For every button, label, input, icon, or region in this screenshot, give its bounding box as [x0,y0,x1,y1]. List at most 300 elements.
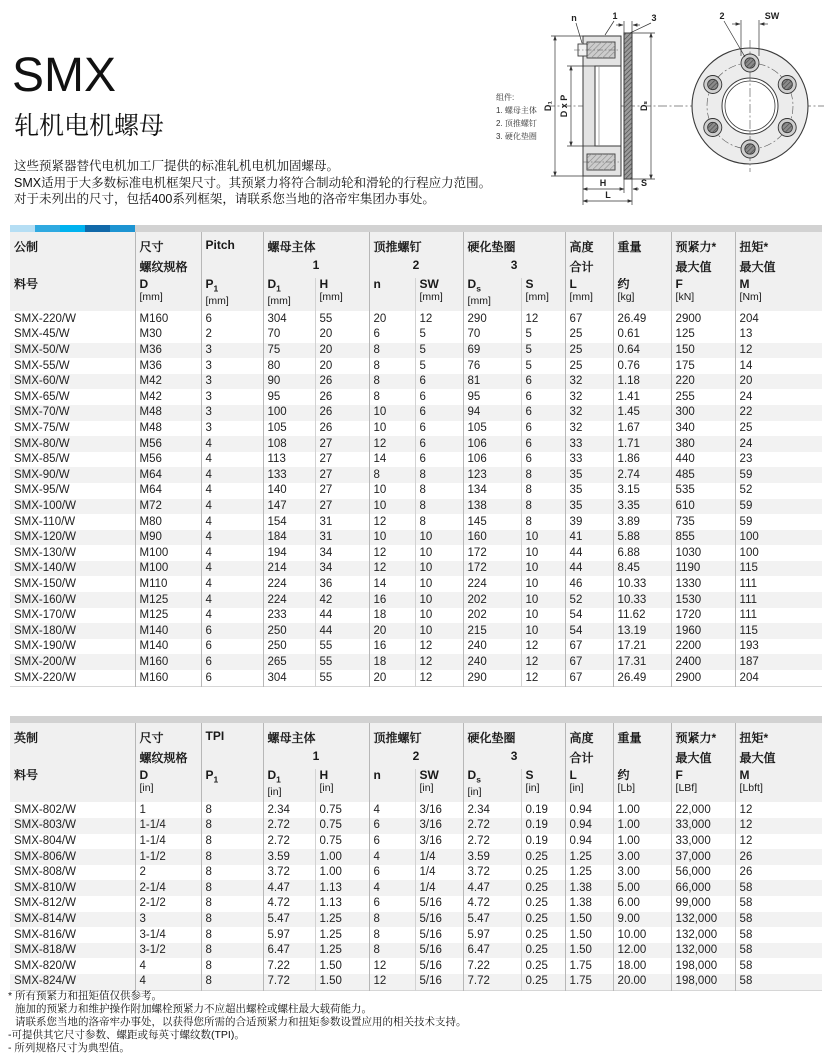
group-header: 尺寸 [135,723,201,749]
value-cell: M36 [135,343,201,359]
value-cell: M160 [135,654,201,670]
value-cell: 3 [201,405,263,421]
part-number-cell: SMX-802/W [14,803,76,816]
value-cell: 3.59 [463,849,521,865]
value-cell: 6 [369,834,415,850]
value-cell: 3 [201,421,263,437]
value-cell: M125 [135,608,201,624]
value-cell: M125 [135,592,201,608]
value-cell: 6 [521,389,565,405]
value-cell: 100 [263,405,315,421]
value-cell: 25 [565,358,613,374]
sub-header: 3 [463,749,565,769]
value-cell: 2.72 [263,818,315,834]
value-cell: 33,000 [671,834,735,850]
value-cell: 610 [671,499,735,515]
part-number-cell: SMX-150/W [14,577,76,590]
table-row [10,530,822,546]
value-cell: 8 [201,802,263,818]
value-cell: 5 [415,358,463,374]
unit-label: [mm] [267,295,291,308]
value-cell: 27 [315,499,369,515]
technical-drawing [488,8,830,208]
subscript: 1 [213,774,219,785]
value-cell: 5.97 [263,927,315,943]
unit-label: [mm] [467,295,491,308]
table-row [10,374,822,390]
value-cell: 20 [369,623,415,639]
value-cell: 76 [463,358,521,374]
value-cell: 12 [521,639,565,655]
value-cell: 1.75 [565,958,613,974]
value-cell: 12 [735,818,822,834]
value-cell: 10 [521,545,565,561]
value-cell: 5/16 [415,958,463,974]
value-cell: 6 [201,623,263,639]
group-header: 顶推螺钉 [369,232,463,258]
value-cell: 1.86 [613,452,671,468]
part-number-cell: SMX-818/W [10,943,135,959]
value-cell: 58 [735,912,822,928]
group-header: 英制 [10,723,135,749]
header-row-cols [10,769,822,802]
column-header: 约 [Lb] [613,769,671,802]
value-cell: 2.74 [613,467,671,483]
value-cell: 145 [463,514,521,530]
value-cell: 485 [671,467,735,483]
value-cell: 12.00 [613,943,671,959]
value-cell: 4 [369,802,415,818]
value-cell: 1.25 [565,849,613,865]
table-row [10,943,822,959]
value-cell: 2 [201,327,263,343]
value-cell: 5 [521,358,565,374]
leader-label-2: 2 [719,11,725,21]
value-cell: 0.94 [565,834,613,850]
value-cell: 5/16 [415,896,463,912]
value-cell: 1.71 [613,436,671,452]
value-cell: 3-1/2 [135,943,201,959]
value-cell: 16 [369,592,415,608]
value-cell: 2.34 [263,802,315,818]
value-cell: 0.64 [613,343,671,359]
value-cell: 12 [415,654,463,670]
column-header: L [mm] [565,278,613,311]
value-cell: 265 [263,654,315,670]
table-row [10,958,822,974]
table-row [10,452,822,468]
table-row [10,561,822,577]
imperial-table-section [10,716,822,991]
column-header: L [in] [565,769,613,802]
sub-header [201,749,263,769]
value-cell: M160 [135,670,201,686]
value-cell: 36 [315,576,369,592]
value-cell: 214 [263,561,315,577]
value-cell: 69 [463,343,521,359]
value-cell: 44 [565,545,613,561]
leader-line-n [576,23,582,43]
group-header: 螺母主体 [263,232,369,258]
part-number-cell: SMX-140/W [10,561,135,577]
value-cell: 6 [201,670,263,686]
part-number-cell: SMX-803/W [10,818,135,834]
unit-label: [Lb] [617,782,636,794]
group-header: 高度 [565,232,613,258]
part-number-cell: SMX-100/W [10,499,135,515]
value-cell: 115 [735,561,822,577]
value-cell: 105 [463,421,521,437]
value-cell: 16 [369,639,415,655]
value-cell: 33 [565,436,613,452]
value-cell: 3.72 [263,865,315,881]
value-cell: 224 [263,592,315,608]
value-cell: 300 [671,405,735,421]
value-cell: 20 [315,358,369,374]
part-number-cell: SMX-220/W [14,312,76,325]
value-cell: 0.76 [613,358,671,374]
unit-label: [kg] [617,291,635,303]
value-cell: 55 [315,654,369,670]
sub-header [10,749,135,769]
value-cell: 44 [315,623,369,639]
value-cell: 32 [565,374,613,390]
value-cell: 1.00 [315,849,369,865]
sub-header: 2 [369,749,463,769]
value-cell: 4 [201,483,263,499]
unit-label: [mm] [139,291,163,303]
leader-label-3: 3 [651,13,657,23]
group-header: 尺寸 [135,232,201,258]
value-cell: 58 [735,943,822,959]
value-cell: 6 [415,389,463,405]
value-cell: 12 [521,670,565,686]
value-cell: 250 [263,639,315,655]
table-row [10,623,822,639]
part-number-cell: SMX-190/W [14,640,76,653]
value-cell: 5.88 [613,530,671,546]
column-header: $D_s$ [mm] [463,278,521,311]
value-cell: 5/16 [415,927,463,943]
value-cell: 10 [369,421,415,437]
sub-header: 最大值 [671,749,735,769]
value-cell: 67 [565,639,613,655]
value-cell: 1.50 [315,974,369,990]
group-header: 扭矩* [735,723,822,749]
leader-label-1: 1 [612,11,618,21]
value-cell: 26 [315,374,369,390]
sub-header: 1 [263,749,369,769]
value-cell: 0.25 [521,880,565,896]
dim-label-dxp: D x P [559,94,569,118]
table-row [10,389,822,405]
legend-item: 2. 顶推螺钉 [496,119,537,128]
value-cell: 7.72 [263,974,315,990]
value-cell: 54 [565,623,613,639]
value-cell: 55 [315,670,369,686]
table-row [10,912,822,928]
part-number-cell: SMX-110/W [14,515,76,528]
value-cell: 1.13 [315,896,369,912]
value-cell: 0.19 [521,818,565,834]
value-cell: M100 [135,561,201,577]
header-row-sub [10,749,822,769]
value-cell: M64 [135,467,201,483]
value-cell: 55 [315,639,369,655]
value-cell: 1 [135,802,201,818]
value-cell: 34 [315,561,369,577]
value-cell: 224 [463,576,521,592]
column-header: 料号 [10,769,135,802]
value-cell: 80 [263,358,315,374]
table-row [10,880,822,896]
value-cell: M140 [135,623,201,639]
value-cell: 10 [369,499,415,515]
footnote-line: * 所有预紧力和扭矩值仅供参考。 [8,990,163,1002]
value-cell: 8 [369,374,415,390]
value-cell: 1.00 [613,834,671,850]
value-cell: 7.22 [463,958,521,974]
value-cell: 4 [201,452,263,468]
value-cell: 1530 [671,592,735,608]
unit-label: [LBf] [675,782,698,794]
value-cell: M56 [135,436,201,452]
value-cell: 10 [415,576,463,592]
header-row-groups [10,723,822,749]
subscript: 1 [213,283,219,294]
value-cell: 1.75 [565,974,613,990]
group-header: 硬化垫圈 [463,723,565,749]
value-cell: 41 [565,530,613,546]
group-header: TPI [201,723,263,749]
value-cell: 12 [369,974,415,990]
washer-hatch [624,33,632,179]
value-cell: 0.94 [565,802,613,818]
value-cell: 8 [521,483,565,499]
value-cell: 56,000 [671,865,735,881]
value-cell: 202 [463,592,521,608]
part-number-cell: SMX-80/W [10,436,135,452]
value-cell: 52 [565,592,613,608]
value-cell: 70 [463,327,521,343]
value-cell: 0.25 [521,865,565,881]
value-cell: 5.47 [463,912,521,928]
value-cell: 4 [201,530,263,546]
value-cell: 111 [735,608,822,624]
value-cell: 105 [263,421,315,437]
value-cell: 1/4 [415,865,463,881]
value-cell: 67 [565,670,613,686]
value-cell: 1190 [671,561,735,577]
value-cell: 8 [415,499,463,515]
column-header: $P_1$ [201,769,263,802]
sub-header: 合计 [565,749,613,769]
value-cell: 6 [201,654,263,670]
value-cell: 224 [263,576,315,592]
value-cell: 23 [735,452,822,468]
value-cell: 4 [369,880,415,896]
table-row [10,358,822,374]
value-cell: 6.88 [613,545,671,561]
sub-header [613,749,671,769]
value-cell: 0.75 [315,802,369,818]
value-cell: 4 [369,849,415,865]
value-cell: 2-1/4 [135,880,201,896]
value-cell: 6 [369,896,415,912]
part-number-cell: SMX-120/W [10,530,135,546]
sub-header: 螺纹规格 [135,258,201,278]
value-cell: 1.25 [565,865,613,881]
table-row [10,974,822,990]
value-cell: 1330 [671,576,735,592]
value-cell: 3 [135,912,201,928]
leader-line-1 [605,21,614,35]
dim-label-sw: SW [764,11,780,21]
part-number-cell: SMX-824/W [10,974,135,990]
part-number-cell: SMX-816/W [14,928,76,941]
value-cell: M100 [135,545,201,561]
value-cell: 8 [201,974,263,990]
value-cell: 20 [315,327,369,343]
value-cell: 10.33 [613,592,671,608]
value-cell: 1.41 [613,389,671,405]
column-header: $D_1$ [in] [263,769,315,802]
value-cell: 6 [415,452,463,468]
value-cell: 20 [369,670,415,686]
value-cell: 1.45 [613,405,671,421]
value-cell: 8 [201,896,263,912]
value-cell: 147 [263,499,315,515]
table-row [10,802,822,818]
value-cell: 3.59 [263,849,315,865]
value-cell: 27 [315,483,369,499]
value-cell: 95 [463,389,521,405]
value-cell: 132,000 [671,912,735,928]
part-number-cell: SMX-820/W [14,959,76,972]
value-cell: 5/16 [415,974,463,990]
value-cell: 26 [315,389,369,405]
value-cell: 1-1/4 [135,818,201,834]
value-cell: 27 [315,436,369,452]
value-cell: 3.72 [463,865,521,881]
value-cell: 8 [201,880,263,896]
value-cell: 8 [201,958,263,974]
value-cell: 32 [565,405,613,421]
value-cell: 59 [735,514,822,530]
value-cell: 44 [315,608,369,624]
legend-title: 组件: [496,93,515,102]
intro-line: 对于未列出的尺寸，包括400系列框架，请联系您当地的洛帝牢集团办事处。 [14,192,435,206]
value-cell: 10 [369,405,415,421]
metric-table-section [10,225,822,687]
value-cell: 8 [369,927,415,943]
value-cell: 6.47 [263,943,315,959]
value-cell: 6 [415,436,463,452]
unit-label: [mm] [419,291,443,303]
value-cell: 250 [263,623,315,639]
dim-label-d1: D₁ [543,100,553,112]
value-cell: 3.00 [613,849,671,865]
table-row [10,545,822,561]
value-cell: 10 [369,483,415,499]
value-cell: 8 [201,849,263,865]
value-cell: 6.47 [463,943,521,959]
page-title: SMX [12,49,117,102]
value-cell: 133 [263,467,315,483]
column-header: $D_1$ [mm] [263,278,315,311]
value-cell: 735 [671,514,735,530]
value-cell: 1960 [671,623,735,639]
front-view [692,11,808,172]
value-cell: 4.47 [463,880,521,896]
value-cell: 26 [315,405,369,421]
value-cell: 22,000 [671,802,735,818]
table-row [10,343,822,359]
column-header: D [in] [135,769,201,802]
value-cell: 304 [263,670,315,686]
value-cell: M160 [135,311,201,327]
value-cell: 20 [315,343,369,359]
table-row [10,608,822,624]
value-cell: 58 [735,958,822,974]
value-cell: 6.00 [613,896,671,912]
value-cell: 3.00 [613,865,671,881]
accent-bar [10,716,822,723]
value-cell: 6 [521,421,565,437]
value-cell: 95 [263,389,315,405]
column-header: n [369,769,415,802]
value-cell: 26.49 [613,670,671,686]
legend-item: 1. 螺母主体 [496,106,537,115]
subscript: s [476,774,481,785]
sub-header: 螺纹规格 [135,749,201,769]
value-cell: 58 [735,896,822,912]
value-cell: M72 [135,499,201,515]
value-cell: 1.18 [613,374,671,390]
part-number-cell: SMX-814/W [10,912,135,928]
column-header: D [mm] [135,278,201,311]
sub-header: 最大值 [735,258,822,278]
value-cell: 10.00 [613,927,671,943]
value-cell: 6 [369,818,415,834]
value-cell: 100 [735,545,822,561]
value-cell: 10 [521,561,565,577]
value-cell: 240 [463,639,521,655]
part-number-cell: SMX-220/W [14,671,76,684]
part-number-cell: SMX-95/W [14,484,70,497]
value-cell: 1.50 [565,912,613,928]
value-cell: 44 [565,561,613,577]
value-cell: 33 [565,452,613,468]
value-cell: 10 [415,592,463,608]
value-cell: 134 [463,483,521,499]
column-header: 料号 [10,278,135,311]
value-cell: 3/16 [415,802,463,818]
value-cell: 8 [521,499,565,515]
column-header: 约 [kg] [613,278,671,311]
table-row [10,499,822,515]
accent-segment [110,225,135,232]
value-cell: 31 [315,514,369,530]
header-row-groups [10,232,822,258]
group-header: 重量 [613,232,671,258]
value-cell: 5 [415,327,463,343]
value-cell: 1.00 [613,818,671,834]
subscript: 1 [276,774,281,785]
value-cell: 5/16 [415,912,463,928]
value-cell: 1-1/2 [135,849,201,865]
unit-label: [mm] [205,295,229,308]
